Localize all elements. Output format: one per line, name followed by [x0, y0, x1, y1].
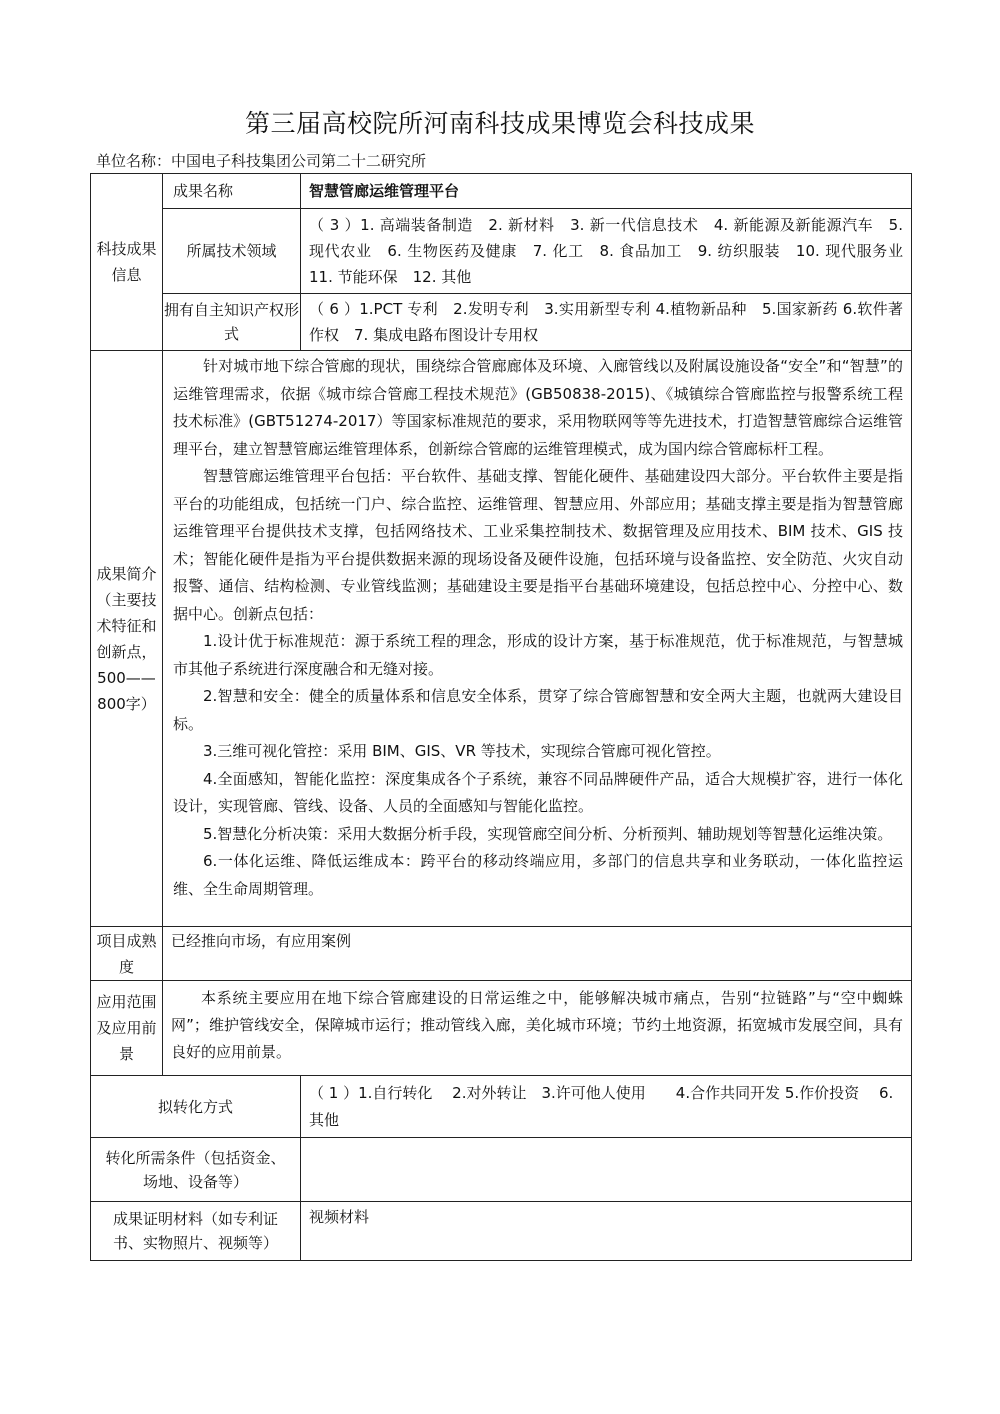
- row-conversion: [91, 1076, 912, 1138]
- summary-paragraph: 2.智慧和安全：健全的质量体系和信息安全体系，贯穿了综合管廊智慧和安全两大主题，也就两大建设目标。: [173, 687, 903, 733]
- summary-paragraph: 智慧管廊运维管理平台包括：平台软件、基础支撑、智能化硬件、基础建设四大部分。平台软件主要是指平台的功能组成，包括统一门户、综合监控、运维管理、智慧应用、外部应用；基础支撑主要是指为智慧管廊运维管理平台提供技术支撑，包括网络技术、工业采集控制技术、数据管理及应用技术、BIM 技术、GIS 技术；智能化硬件是指为平台提供数据来源的现场设备及硬件设施，包括环境与设备监控、安全防范、火灾自动报警、通信、结构检测、专业管线监测；基础建设主要是指平台基础环境建设，包括总控中心、分控中心、数据中心。创新点包括：: [173, 467, 903, 623]
- row-achievement-name: [91, 174, 912, 209]
- tech-field-label: 所属技术领域: [163, 209, 301, 294]
- row-application: [91, 981, 912, 1076]
- achievement-form-table: [90, 173, 919, 1261]
- conversion-value: （ 1 ）1.自行转化 2.对外转让 3.许可他人使用 4.合作共同开发 5.作价投资 6.其他: [301, 1076, 912, 1138]
- row-summary: [91, 351, 912, 927]
- unit-name: 单位名称：中国电子科技集团公司第二十二研究所: [96, 152, 427, 170]
- row-conditions: [91, 1138, 912, 1202]
- document-title: 第三届高校院所河南科技成果博览会科技成果: [244, 109, 755, 138]
- summary-paragraph: 6.一体化运维、降低运维成本：跨平台的移动终端应用，多部门的信息共享和业务联动，一体化监控运维、全生命周期管理。: [173, 852, 903, 898]
- conditions-value: [301, 1138, 912, 1202]
- maturity-label: 项目成熟度: [91, 927, 163, 981]
- achievement-name-value: 智慧管廊运维管理平台: [301, 174, 912, 209]
- row-maturity: [91, 927, 912, 981]
- application-value: 本系统主要应用在地下综合管廊建设的日常运维之中，能够解决城市痛点，告别“拉链路”与“空中蜘蛛网”；维护管线安全，保障城市运行；推动管线入廊，美化城市环境；节约土地资源，拓宽城市发展空间，具有良好的应用前景。: [171, 989, 903, 1061]
- tech-field-value: （ 3 ）1. 高端装备制造 2. 新材料 3. 新一代信息技术 4. 新能源及新能源汽车 5. 现代农业 6. 生物医药及健康 7. 化工 8. 食品加工 9. 纺织服装 10. 现代服务业 11. 节能环保 12. 其他: [301, 209, 912, 294]
- maturity-value: 已经推向市场，有应用案例: [163, 927, 912, 981]
- section-tech-info-label: 科技成果信息: [91, 174, 163, 351]
- proof-value: 视频材料: [301, 1202, 912, 1261]
- ip-form-value: （ 6 ）1.PCT 专利 2.发明专利 3.实用新型专利 4.植物新品种 5.国家新药 6.软件著作权 7. 集成电路布图设计专用权: [301, 294, 912, 351]
- ip-form-label: 拥有自主知识产权形式: [163, 294, 301, 351]
- application-content: [163, 981, 912, 1076]
- summary-paragraph: 5.智慧化分析决策：采用大数据分析手段，实现管廊空间分析、分析预判、辅助规划等智慧化运维决策。: [203, 824, 893, 843]
- proof-label: 成果证明材料（如专利证书、实物照片、视频等）: [91, 1202, 301, 1261]
- summary-content: [163, 351, 912, 927]
- row-tech-field: [91, 209, 912, 294]
- conversion-label: 拟转化方式: [91, 1076, 301, 1138]
- row-proof: [91, 1202, 912, 1261]
- row-ip-form: [91, 294, 912, 351]
- summary-paragraph: 3.三维可视化管控：采用 BIM、GIS、VR 等技术，实现综合管廊可视化管控。: [203, 742, 721, 760]
- achievement-name-label: 成果名称: [163, 174, 301, 209]
- summary-paragraph: 针对城市地下综合管廊的现状，围绕综合管廊廊体及环境、入廊管线以及附属设施设备“安全”和“智慧”的运维管理需求，依据《城市综合管廊工程技术规范》(GB50838-2015)、《城镇综合管廊监控与报警系统工程技术标准》(GBT51274-2017）等国家标准规范的要求，采用物联网等等先进技术，打造智慧管廊综合运维管理平台，建立智慧管廊运维管理体系，创新综合管廊的运维管理模式，成为国内综合管廊标杆工程。: [173, 357, 903, 458]
- application-label: 应用范围及应用前景: [91, 981, 163, 1076]
- summary-paragraph: 1.设计优于标准规范：源于系统工程的理念，形成的设计方案，基于标准规范，优于标准规范，与智慧城市其他子系统进行深度融合和无缝对接。: [173, 632, 903, 678]
- summary-paragraph: 4.全面感知，智能化监控：深度集成各个子系统，兼容不同品牌硬件产品，适合大规模扩容，进行一体化设计，实现管廊、管线、设备、人员的全面感知与智能化监控。: [173, 769, 903, 815]
- conditions-label: 转化所需条件（包括资金、场地、设备等）: [91, 1138, 301, 1202]
- summary-label: 成果简介（主要技术特征和创新点，500——800字）: [91, 351, 163, 927]
